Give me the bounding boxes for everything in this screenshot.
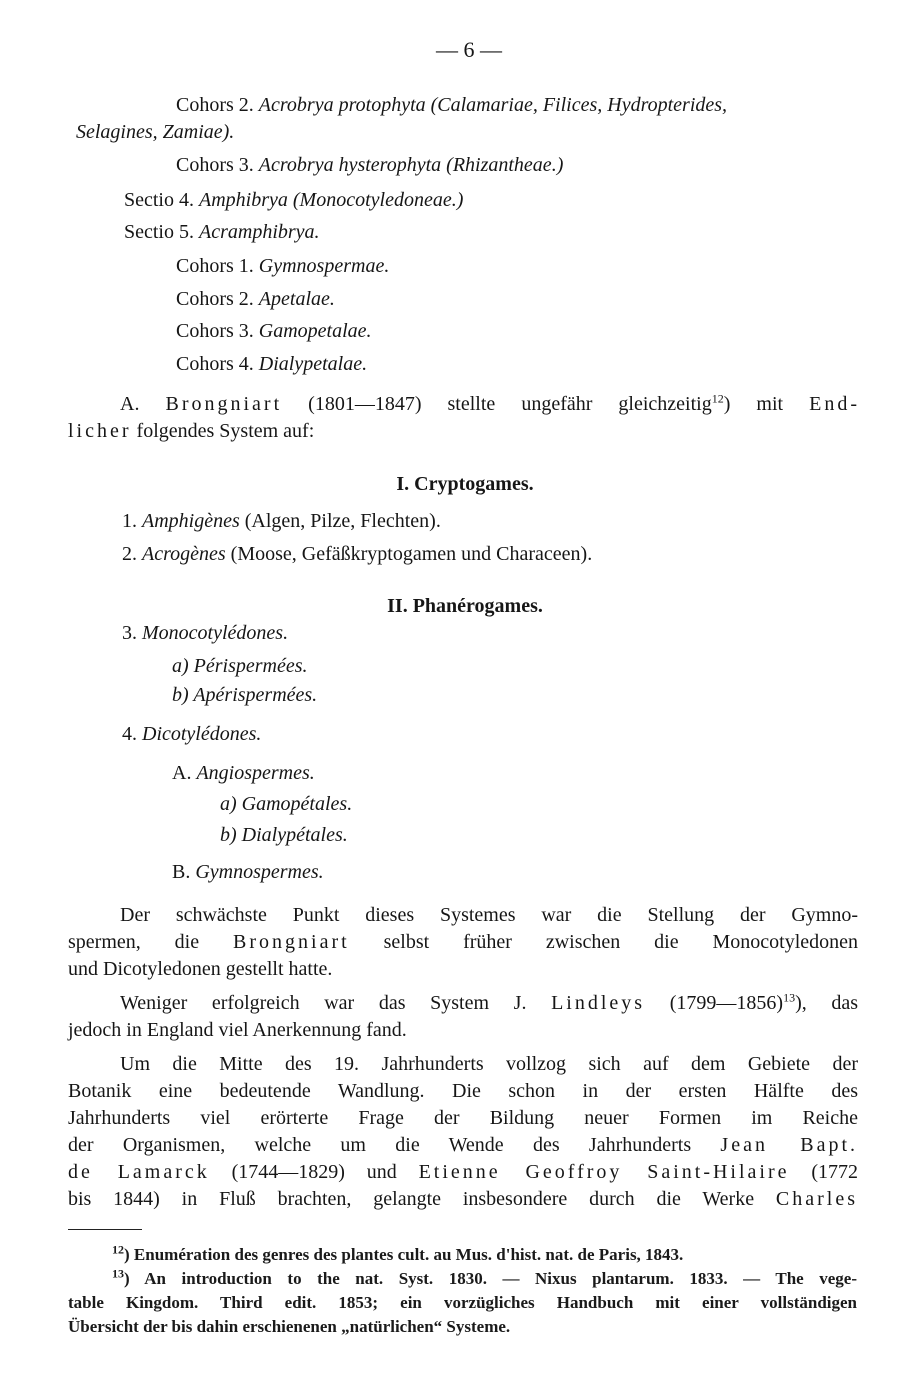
cohors-text: Dialypetalae. (258, 353, 368, 375)
footnote-text: ) Enumération des genres des plantes cult. au Mus. d'hist. nat. de Paris, 1843. (124, 1245, 684, 1264)
item-term: Gamopétales. (241, 793, 353, 815)
intro-line1 (120, 391, 860, 417)
footnote-marker: 13 (112, 1266, 124, 1281)
page-number: — 6 — (436, 37, 502, 62)
section-heading-phanerogames: II. Phanérogames. (387, 595, 543, 617)
cohors-label: Cohors 2. (176, 94, 254, 116)
para3-line1: Um die Mitte des 19. Jahrhunderts vollzog sich auf dem Gebiete der (120, 1053, 858, 1075)
para3-line5 (68, 1159, 858, 1185)
text-run: bis 1844) in Fluß brachten, gelangte insbesondere durch die Werke (68, 1188, 755, 1210)
item-desc: (Moose, Gefäßkryptogamen und Characeen). (230, 543, 593, 565)
text-run: (1772 (811, 1161, 859, 1183)
item-number: A. (172, 762, 192, 784)
cohors-label: Cohors 4. (176, 353, 254, 375)
text-run: selbst früher zwischen die Monocotyledonen (383, 931, 859, 953)
text-run: (1799—1856) (669, 992, 784, 1014)
footnote-ref: 12 (711, 391, 724, 406)
item-number: b) (172, 684, 189, 706)
cohors-text: Gamopetalae. (258, 320, 372, 342)
person-name: Lindleys (551, 992, 646, 1014)
sectio-5-cohors-3 (176, 318, 372, 344)
list-subitem-4Aa (220, 791, 352, 817)
list-item-2 (122, 541, 592, 567)
footnote-13-line1 (112, 1268, 857, 1290)
list-item-4A (172, 760, 315, 786)
item-number: B. (172, 861, 191, 883)
footnote-12 (112, 1244, 683, 1266)
footnote-13-line3: Übersicht der bis dahin erschienenen „natürlichen“ Systeme. (68, 1317, 511, 1336)
item-term: Périspermées. (193, 655, 308, 677)
item-number: 4. (122, 723, 137, 745)
text-run: ), das (795, 992, 859, 1014)
para1-line2 (68, 929, 858, 955)
person-name: Jean Bapt. (720, 1134, 859, 1156)
item-term: Dialypétales. (241, 824, 348, 846)
sectio-5-cohors-1 (176, 253, 389, 279)
item-number: 1. (122, 510, 137, 532)
para1-line3: und Dicotyledonen gestellt hatte. (68, 958, 333, 980)
person-name: de Lamarck (68, 1161, 210, 1183)
cohors-text: Acrobrya hysterophyta (Rhizantheae.) (258, 154, 564, 176)
text-run: ) mit (723, 393, 784, 415)
cohors-text: Gymnospermae. (258, 255, 390, 277)
text-run: der Organismen, welche um die Wende des Jahrhunderts (68, 1134, 692, 1156)
person-name: licher (68, 420, 132, 442)
text-run: Weniger erfolgreich war das System J. (120, 992, 527, 1014)
cohors-label: Cohors 3. (176, 154, 254, 176)
item-term: Amphigènes (142, 510, 240, 532)
sectio-text: Acramphibrya. (199, 221, 320, 243)
item-number: 2. (122, 543, 137, 565)
footnote-text: ) An introduction to the nat. Syst. 1830. — Nixus plantarum. 1833. — The vege- (124, 1269, 857, 1288)
item-number: a) (172, 655, 189, 677)
item-number: b) (220, 824, 237, 846)
cohors-text: Acrobrya protophyta (Calamariae, Filices, Hydropterides, (258, 94, 728, 116)
text-run: (1801—1847) stellte ungefähr gleichzeitig (308, 393, 712, 415)
person-name: End- (809, 393, 860, 415)
sectio-5-cohors-2 (176, 286, 335, 312)
cohors-label: Cohors 3. (176, 320, 254, 342)
footnote-divider (68, 1229, 142, 1230)
cohors-label: Cohors 2. (176, 288, 254, 310)
item-desc: (Algen, Pilze, Flechten). (244, 510, 441, 532)
para1-line1: Der schwächste Punkt dieses Systemes war die Stellung der Gymno- (120, 904, 858, 926)
item-term: Gymnospermes. (195, 861, 324, 883)
footnote-13-line2: table Kingdom. Third edit. 1853; ein vorzügliches Handbuch mit einer vollständigen (68, 1293, 857, 1312)
sectio-label: Sectio 4. (124, 189, 194, 211)
person-name: Etienne Geoffroy Saint-Hilaire (418, 1161, 790, 1183)
cohors-text: Apetalae. (258, 288, 335, 310)
item-term: Dicotylédones. (142, 723, 262, 745)
text-run: (1744—1829) und (231, 1161, 397, 1183)
para2-line1 (120, 990, 858, 1016)
item-number: 3. (122, 622, 137, 644)
sectio-4 (124, 187, 463, 213)
list-item-3 (122, 620, 288, 646)
footnote-ref: 13 (783, 990, 796, 1005)
list-item-4B (172, 859, 324, 885)
list-item-4 (122, 721, 261, 747)
sectio-text: Amphibrya (Monocotyledoneae.) (199, 189, 464, 211)
item-term: Apérispermées. (193, 684, 318, 706)
para3-line4 (68, 1132, 858, 1158)
cohors-2-line2: Selagines, Zamiae). (76, 121, 235, 143)
cohors-3 (176, 152, 563, 178)
item-term: Acrogènes (142, 543, 226, 565)
para2-line2: jedoch in England viel Anerkennung fand. (68, 1019, 407, 1041)
footnote-marker: 12 (112, 1242, 124, 1257)
text-run: folgendes System auf: (136, 420, 315, 442)
list-item-1 (122, 508, 441, 534)
list-subitem-3a (172, 653, 308, 679)
section-heading-cryptogames: I. Cryptogames. (396, 473, 534, 495)
item-term: Monocotylédones. (142, 622, 289, 644)
item-term: Angiospermes. (196, 762, 315, 784)
person-name: Brongniart (165, 393, 283, 415)
cohors-label: Cohors 1. (176, 255, 254, 277)
person-name: Charles (775, 1188, 859, 1210)
intro-line2 (68, 418, 314, 444)
text-run: A. (120, 393, 140, 415)
para3-line2: Botanik eine bedeutende Wandlung. Die schon in der ersten Hälfte des (68, 1080, 858, 1102)
text-run: spermen, die (68, 931, 200, 953)
item-number: a) (220, 793, 237, 815)
cohors-2-line1 (176, 92, 727, 118)
list-subitem-3b (172, 682, 317, 708)
sectio-5-cohors-4 (176, 351, 367, 377)
sectio-label: Sectio 5. (124, 221, 194, 243)
person-name: Brongniart (233, 931, 350, 953)
list-subitem-4Ab (220, 822, 348, 848)
para3-line3: Jahrhunderts viel erörterte Frage der Bildung neuer Formen im Reiche (68, 1107, 858, 1129)
para3-line6 (68, 1186, 858, 1212)
sectio-5 (124, 219, 320, 245)
